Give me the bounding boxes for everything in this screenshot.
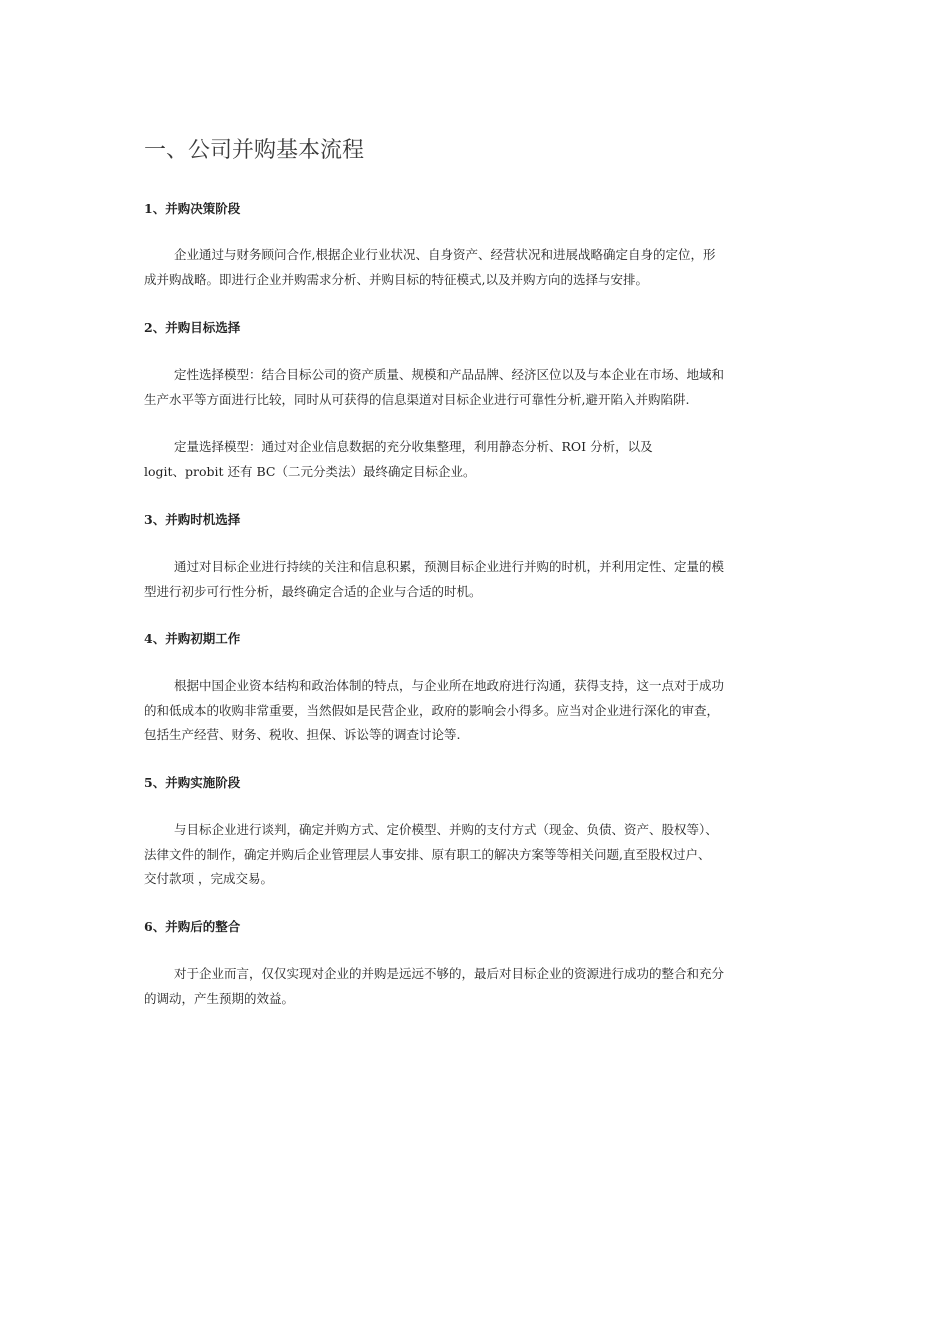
section-heading-decision: 1、并购决策阶段 (144, 201, 241, 216)
paragraph-quantitative-model (144, 435, 808, 484)
paragraph-line: logit、probit 还有 BC（二元分类法）最终确定目标企业。 (144, 463, 476, 479)
paragraph-line: 交付款项 ，完成交易。 (144, 871, 273, 886)
paragraph-line: 的调动，产生预期的效益。 (144, 990, 295, 1006)
paragraph-line: 与目标企业进行谈判，确定并购方式、定价模型、并购的支付方式（现金、负债、资产、股权等）、 (174, 822, 718, 837)
paragraph-implementation (144, 818, 808, 892)
paragraph-line: 定性选择模型：结合目标公司的资产质量、规模和产品品牌、经济区位以及与本企业在市场、地域和 (174, 367, 725, 382)
paragraph-line: 包括生产经营、财务、税收、担保、诉讼等的调查讨论等. (144, 727, 461, 742)
paragraph-decision (144, 243, 808, 292)
section-heading-implementation: 5、并购实施阶段 (144, 775, 241, 790)
paragraph-line: 生产水平等方面进行比较，同时从可获得的信息渠道对目标企业进行可靠性分析,避开陷入并购陷阱. (144, 391, 690, 407)
section-heading-integration: 6、并购后的整合 (144, 919, 241, 934)
paragraph-line: 定量选择模型：通过对企业信息数据的充分收集整理，利用静态分析、ROI 分析，以及 (174, 439, 653, 454)
paragraph-integration (144, 962, 808, 1011)
section-heading-timing: 3、并购时机选择 (144, 512, 241, 527)
section-heading-target-selection: 2、并购目标选择 (144, 320, 241, 335)
paragraph-qualitative-model (144, 363, 808, 412)
paragraph-line: 对于企业而言，仅仅实现对企业的并购是远远不够的，最后对目标企业的资源进行成功的整合和充分 (174, 966, 725, 981)
paragraph-timing (144, 555, 808, 604)
paragraph-line: 企业通过与财务顾问合作,根据企业行业状况、自身资产、经营状况和进展战略确定自身的定位，形 (174, 247, 716, 262)
paragraph-line: 法律文件的制作，确定并购后企业管理层人事安排、原有职工的解决方案等等相关问题,直至股权过户、 (144, 846, 711, 862)
paragraph-line: 的和低成本的收购非常重要，当然假如是民营企业，政府的影响会小得多。应当对企业进行深化的审查， (144, 702, 720, 718)
document-title: 一、公司并购基本流程 (144, 138, 365, 163)
paragraph-line: 型进行初步可行性分析，最终确定合适的企业与合适的时机。 (144, 583, 482, 599)
paragraph-initial-work (144, 674, 808, 748)
paragraph-line: 根据中国企业资本结构和政治体制的特点，与企业所在地政府进行沟通，获得支持，这一点对于成功 (174, 678, 725, 693)
paragraph-line: 通过对目标企业进行持续的关注和信息积累，预测目标企业进行并购的时机，并利用定性、定量的模 (174, 559, 725, 574)
section-heading-initial-work: 4、并购初期工作 (144, 631, 241, 646)
paragraph-line: 成并购战略。即进行企业并购需求分析、并购目标的特征模式,以及并购方向的选择与安排。 (144, 271, 648, 287)
